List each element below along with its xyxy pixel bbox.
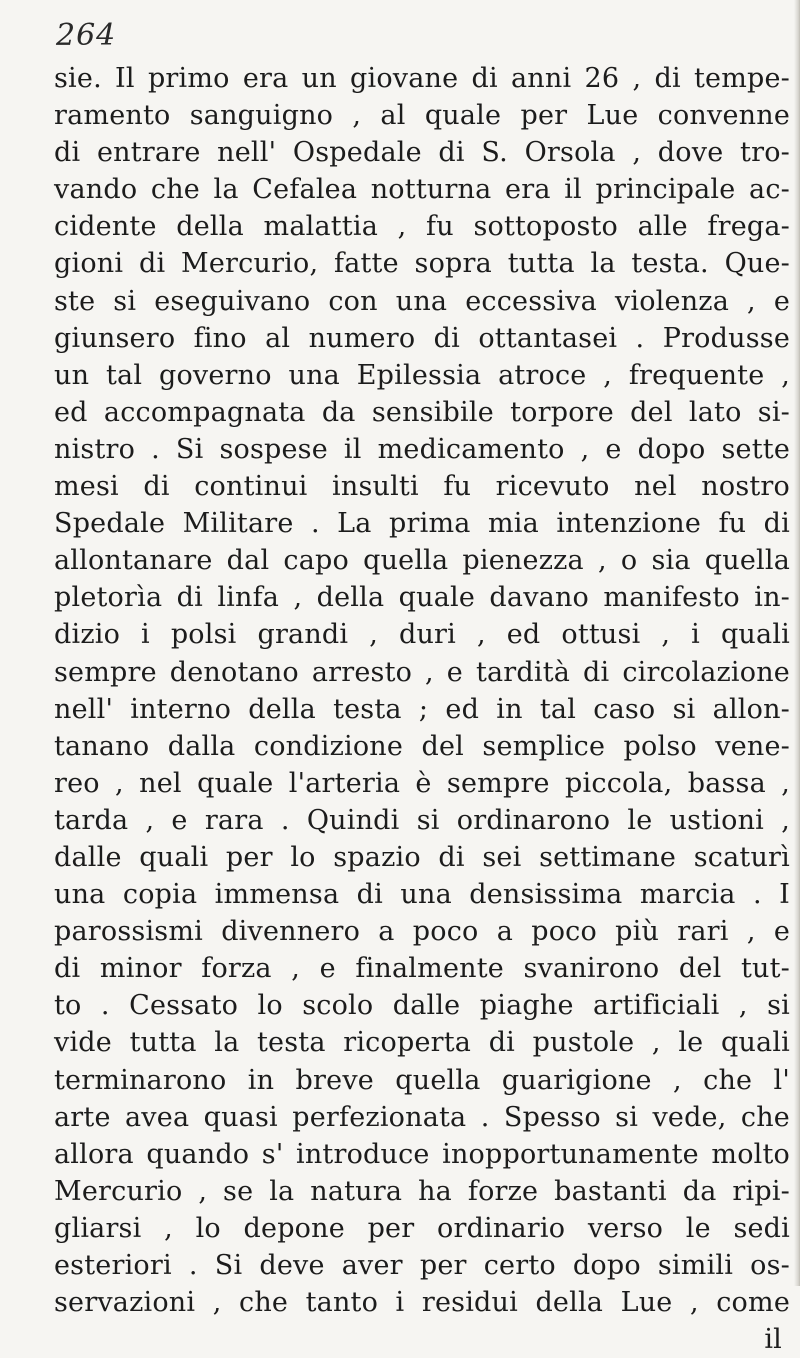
text-line: ed accompagnata da sensibile torpore del lato si- bbox=[54, 396, 790, 428]
text-line: servazioni , che tanto i residui della Lue , come bbox=[54, 1287, 790, 1319]
text-line: mesi di continui insulti fu ricevuto nel nostro bbox=[54, 471, 790, 503]
text-line: giunsero fino al numero di ottantasei . Produsse bbox=[54, 322, 790, 354]
page-edge-shadow bbox=[794, 0, 800, 1286]
text-line: un tal governo una Epilessia atroce , frequente , bbox=[54, 359, 790, 391]
text-line: tarda , e rara . Quindi si ordinarono le ustioni , bbox=[54, 804, 790, 836]
text-line: dizio i polsi grandi , duri , ed ottusi , i quali bbox=[54, 619, 790, 651]
catchword: il bbox=[764, 1324, 782, 1356]
text-line: parossismi divennero a poco a poco più rari , e bbox=[54, 916, 790, 948]
text-line: esteriori . Si deve aver per certo dopo simili os- bbox=[54, 1250, 790, 1281]
text-line: una copia immensa di una densissima marcia . I bbox=[54, 879, 790, 911]
text-line: allora quando s' introduce inopportunamente molto bbox=[54, 1138, 790, 1170]
text-line: to . Cessato lo scolo dalle piaghe artificiali , si bbox=[54, 990, 790, 1022]
text-line: dalle quali per lo spazio di sei settimane scaturì bbox=[54, 841, 790, 873]
text-line: vide tutta la testa ricoperta di pustole , le quali bbox=[54, 1027, 790, 1059]
text-line: gioni di Mercurio, fatte sopra tutta la testa. Que- bbox=[54, 248, 790, 280]
text-line: Mercurio , se la natura ha forze bastanti da ripi- bbox=[54, 1175, 790, 1207]
text-line: sempre denotano arresto , e tardità di circolazione bbox=[54, 656, 790, 688]
text-line: terminarono in breve quella guarigione , che l' bbox=[54, 1064, 790, 1096]
text-line: tanano dalla condizione del semplice polso vene- bbox=[54, 730, 790, 762]
text-line: gliarsi , lo depone per ordinario verso le sedi bbox=[54, 1212, 790, 1244]
text-line: vando che la Cefalea notturna era il principale ac- bbox=[54, 174, 790, 206]
text-line: arte avea quasi perfezionata . Spesso si vede, che bbox=[54, 1101, 790, 1133]
text-line: nistro . Si sospese il medicamento , e dopo sette bbox=[54, 433, 790, 465]
text-line: ste si eseguivano con una eccessiva violenza , e bbox=[54, 285, 790, 317]
text-line: nell' interno della testa ; ed in tal caso si allon- bbox=[54, 693, 790, 725]
text-line: ramento sanguigno , al quale per Lue convenne bbox=[54, 100, 790, 132]
text-line: allontanare dal capo quella pienezza , o sia quella bbox=[54, 545, 790, 577]
text-line: reo , nel quale l'arteria è sempre piccola, bassa , bbox=[54, 767, 790, 799]
text-line: sie. Il primo era un giovane di anni 26 , di tempe- bbox=[54, 63, 790, 94]
text-line: cidente della malattia , fu sottoposto alle frega- bbox=[54, 211, 790, 243]
text-line: di entrare nell' Ospedale di S. Orsola , dove tro- bbox=[54, 137, 790, 169]
text-line: di minor forza , e finalmente svanirono del tut- bbox=[54, 953, 790, 985]
text-line: pletorìa di linfa , della quale davano manifesto in- bbox=[54, 582, 790, 614]
page-number: 264 bbox=[56, 18, 117, 53]
body-text bbox=[54, 60, 790, 1358]
text-line: Spedale Militare . La prima mia intenzione fu di bbox=[54, 508, 790, 540]
